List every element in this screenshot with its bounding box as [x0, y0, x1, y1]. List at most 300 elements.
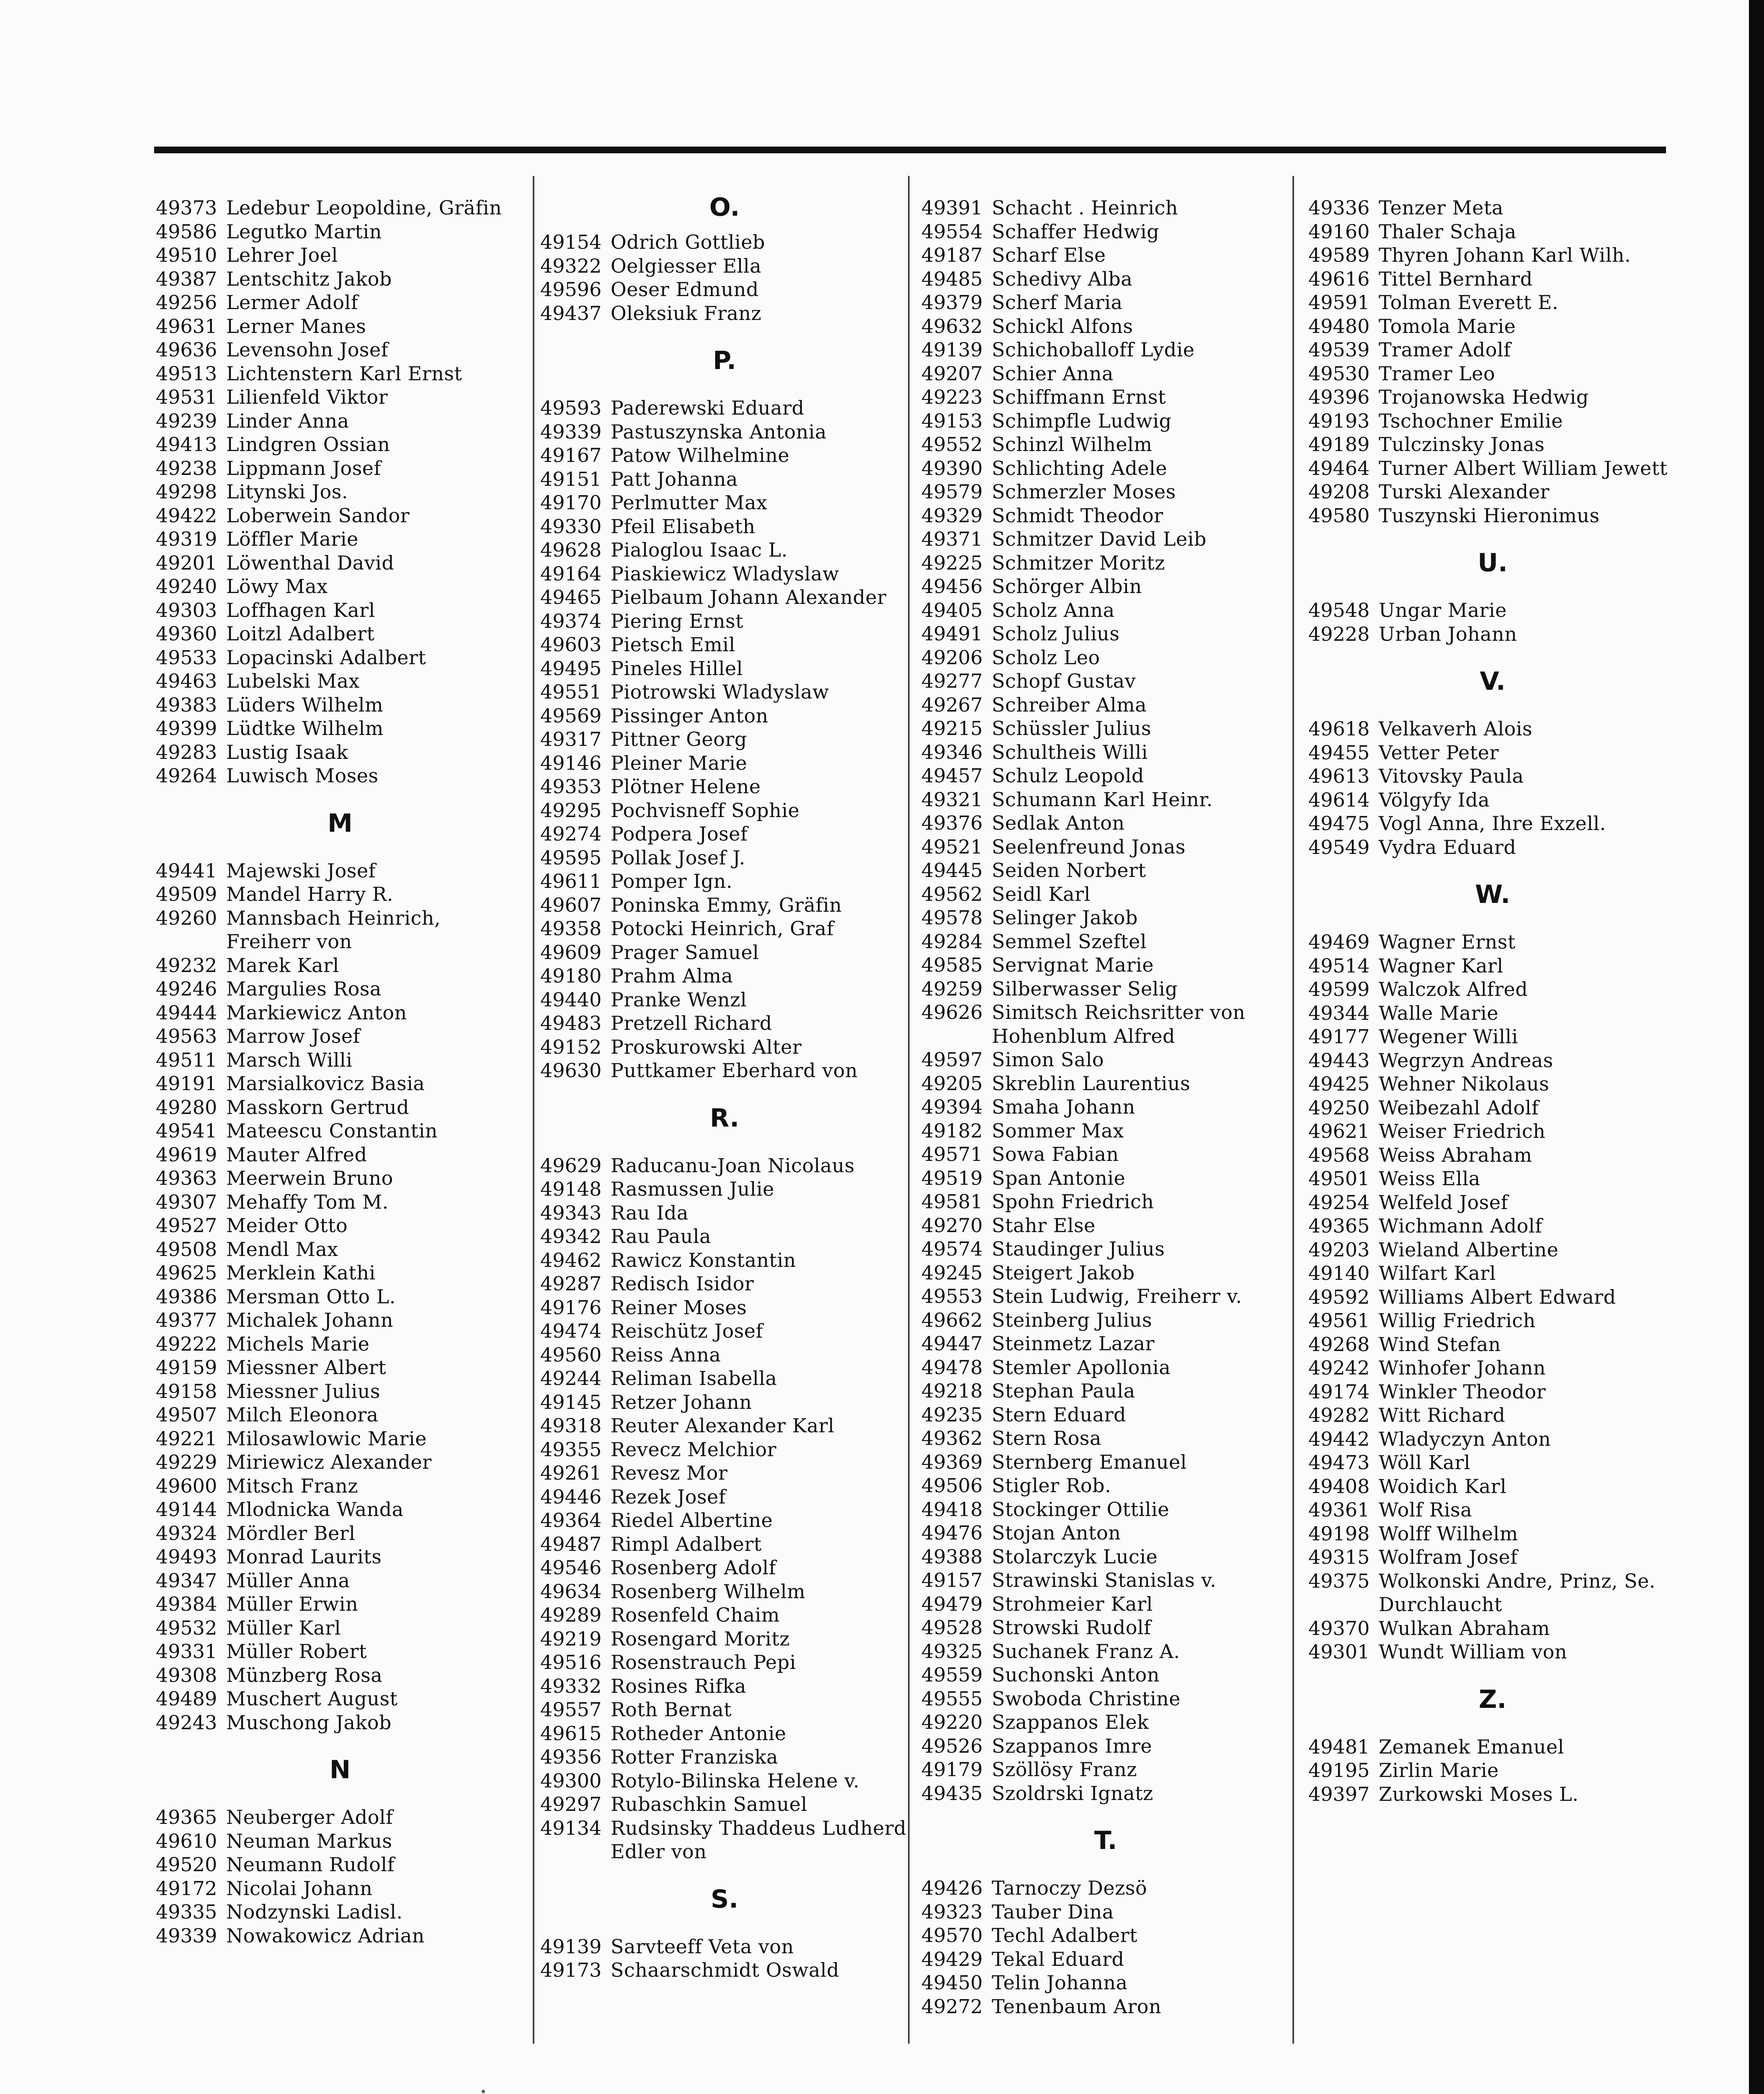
list-item [156, 1663, 524, 1687]
list-item [921, 1426, 1290, 1450]
registration-number: 49259 [921, 977, 983, 1000]
list-item [156, 1877, 524, 1901]
guest-name: Lubelski Max [226, 670, 360, 692]
registration-number: 49376 [921, 812, 983, 834]
registration-number: 49179 [921, 1758, 983, 1781]
list-item [156, 1829, 524, 1853]
list-item [1308, 836, 1677, 859]
guest-name: Pineles Hillel [611, 657, 743, 680]
list-item [156, 1640, 524, 1663]
guest-name: Rau Paula [611, 1225, 711, 1248]
registration-number: 49246 [156, 977, 217, 1000]
header-rule [154, 147, 1666, 153]
list-item [156, 1190, 524, 1214]
registration-number: 49329 [921, 504, 983, 527]
guest-name: Schaffer Hedwig [992, 220, 1160, 243]
registration-number: 49238 [156, 456, 217, 480]
registration-number: 49630 [540, 1059, 602, 1082]
registration-number: 49240 [156, 575, 217, 598]
guest-name: Lichtenstern Karl Ernst [226, 362, 462, 385]
guest-name: Ungar Marie [1379, 599, 1507, 621]
guest-name: Skreblin Laurentius [992, 1072, 1191, 1095]
registration-number: 49157 [921, 1569, 983, 1591]
registration-number: 49317 [540, 728, 602, 750]
list-item [156, 1592, 524, 1616]
registration-number: 49289 [540, 1604, 602, 1626]
guest-name: Telin Johanna [992, 1971, 1128, 1994]
list-item [921, 930, 1290, 954]
guest-name: Walczok Alfred [1379, 978, 1528, 1001]
guest-name: Tarnoczy Dezsö [992, 1877, 1148, 1899]
list-item [156, 764, 524, 788]
guest-name: Miessner Albert [226, 1356, 387, 1379]
list-item [921, 717, 1290, 740]
guest-name: Stigler Rob. [992, 1474, 1112, 1497]
registration-number: 49469 [1308, 931, 1370, 953]
list-item [921, 291, 1290, 315]
list-item [921, 1971, 1290, 1995]
guest-name: Miessner Julius [226, 1380, 380, 1403]
registration-number: 49268 [1308, 1333, 1370, 1356]
guest-name: Mannsbach Heinrich, Freiherr von [226, 906, 441, 953]
registration-number: 49619 [156, 1143, 217, 1166]
registration-number: 49446 [540, 1485, 602, 1508]
registration-number: 49435 [921, 1782, 983, 1805]
registration-number: 49510 [156, 244, 217, 266]
guest-name: Markiewicz Anton [226, 1001, 407, 1024]
list-item [540, 1035, 909, 1059]
list-item [921, 1403, 1290, 1427]
list-item [1308, 291, 1677, 315]
registration-number: 49346 [921, 740, 983, 763]
list-item [540, 846, 909, 870]
guest-name: Tekal Eduard [992, 1947, 1124, 1970]
registration-number: 49391 [921, 196, 983, 219]
guest-name: Schier Anna [992, 362, 1114, 385]
registration-number: 49319 [156, 528, 217, 550]
list-item [1308, 1640, 1677, 1664]
list-item [1308, 243, 1677, 267]
list-item [1308, 1143, 1677, 1167]
section-letter-heading: Z. [1478, 1684, 1507, 1714]
list-item [540, 822, 909, 846]
registration-number: 49167 [540, 444, 602, 467]
guest-name: Schmitzer David Leib [992, 528, 1207, 550]
list-item [1308, 788, 1677, 812]
registration-number: 49422 [156, 504, 217, 527]
guest-name: Pastuszynska Antonia [611, 420, 827, 443]
registration-number: 49339 [540, 420, 602, 443]
registration-number: 49591 [1308, 291, 1370, 314]
registration-number: 49365 [1308, 1215, 1370, 1237]
registration-number: 49599 [1308, 978, 1370, 1001]
list-item [540, 941, 909, 964]
guest-name: Sternberg Emanuel [992, 1450, 1187, 1473]
list-item [1308, 1403, 1677, 1427]
guest-name: Michalek Johann [226, 1309, 393, 1331]
registration-number: 49270 [921, 1214, 983, 1237]
registration-number: 49513 [156, 362, 217, 385]
registration-number: 49493 [156, 1545, 217, 1568]
guest-name: Tauber Dina [992, 1900, 1114, 1923]
list-item [1308, 1782, 1677, 1806]
list-item [1308, 267, 1677, 291]
list-item [1308, 717, 1677, 741]
list-item [921, 859, 1290, 882]
guest-name: Seelenfreund Jonas [992, 835, 1186, 858]
registration-number: 49243 [156, 1711, 217, 1734]
guest-name: Monrad Laurits [226, 1545, 382, 1568]
registration-number: 49307 [156, 1190, 217, 1213]
guest-name: Walle Marie [1379, 1001, 1498, 1024]
list-item [156, 1308, 524, 1332]
list-item [921, 953, 1290, 977]
guest-name: Müller Erwin [226, 1593, 358, 1615]
registration-number: 49191 [156, 1072, 217, 1095]
registration-number: 49232 [156, 954, 217, 977]
guest-name: Miriewicz Alexander [226, 1451, 432, 1473]
registration-number: 49343 [540, 1201, 602, 1224]
registration-number: 49356 [540, 1746, 602, 1768]
list-item [540, 1556, 909, 1580]
guest-name: Sommer Max [992, 1119, 1124, 1142]
guest-name: Tuszynski Hieronimus [1379, 504, 1600, 527]
registration-number: 49473 [1308, 1451, 1370, 1474]
list-item [540, 1532, 909, 1556]
list-item [540, 1580, 909, 1604]
list-item [540, 538, 909, 562]
guest-name: Schimpfle Ludwig [992, 409, 1172, 432]
list-item [1308, 409, 1677, 433]
section-letter-heading: V. [1480, 667, 1506, 696]
guest-name: Mateescu Constantin [226, 1119, 438, 1142]
registration-number: 49511 [156, 1048, 217, 1071]
registration-number: 49485 [921, 267, 983, 290]
guest-name: Neuman Markus [226, 1829, 392, 1852]
list-item [1308, 315, 1677, 338]
registration-number: 49614 [1308, 788, 1370, 811]
list-item [156, 693, 524, 717]
guest-name: Reiner Moses [611, 1296, 747, 1319]
registration-number: 49621 [1308, 1120, 1370, 1142]
registration-number: 49365 [156, 1806, 217, 1828]
registration-number: 49159 [156, 1356, 217, 1379]
list-item [1308, 741, 1677, 765]
guest-name: Pialoglou Isaac L. [611, 539, 788, 561]
registration-number: 49364 [540, 1509, 602, 1532]
registration-number: 49198 [1308, 1522, 1370, 1545]
guest-name: Stephan Paula [992, 1380, 1135, 1402]
guest-name: Pochvisneff Sophie [611, 799, 800, 822]
guest-name: Wilfart Karl [1379, 1262, 1496, 1284]
list-item [1308, 1451, 1677, 1475]
registration-number: 49613 [1308, 765, 1370, 787]
registration-number: 49593 [540, 397, 602, 419]
registration-number: 49425 [1308, 1073, 1370, 1095]
registration-number: 49363 [156, 1167, 217, 1189]
column-3 [921, 196, 1290, 2018]
guest-name: Pittner Georg [611, 728, 747, 750]
registration-number: 49250 [1308, 1096, 1370, 1119]
registration-number: 49595 [540, 846, 602, 869]
guest-name: Muschert August [226, 1687, 398, 1710]
registration-number: 49636 [156, 338, 217, 361]
list-item [540, 1248, 909, 1272]
list-item [540, 1059, 909, 1083]
list-item [540, 1935, 909, 1959]
list-item [921, 1498, 1290, 1522]
registration-number: 49596 [540, 278, 602, 301]
guest-name: Tulczinsky Jonas [1379, 433, 1545, 456]
guest-name: Pielbaum Johann Alexander [611, 586, 887, 609]
list-item [540, 1698, 909, 1722]
registration-number: 49324 [156, 1522, 217, 1545]
registration-number: 49631 [156, 315, 217, 338]
guest-name: Wladyczyn Anton [1379, 1427, 1551, 1450]
guest-name: Simon Salo [992, 1048, 1104, 1071]
list-item [921, 1450, 1290, 1474]
guest-name: Scholz Anna [992, 598, 1115, 621]
guest-name: Wind Stefan [1379, 1333, 1501, 1356]
list-item [921, 1214, 1290, 1238]
guest-name: Rasmussen Julie [611, 1178, 774, 1200]
list-item [156, 1024, 524, 1048]
guest-name: Raducanu-Joan Nicolaus [611, 1154, 855, 1177]
guest-name: Michels Marie [226, 1332, 370, 1355]
registration-number: 49569 [540, 704, 602, 727]
guest-name: Schopf Gustav [992, 670, 1136, 692]
list-item [540, 1296, 909, 1320]
guest-name: Rotheder Antonie [611, 1722, 787, 1745]
list-item [1308, 1356, 1677, 1380]
registration-number: 49360 [156, 622, 217, 645]
list-item [540, 727, 909, 751]
list-item [156, 1285, 524, 1309]
guest-name: Nowakowicz Adrian [226, 1924, 425, 1947]
registration-number: 49321 [921, 788, 983, 811]
registration-number: 49218 [921, 1380, 983, 1402]
list-item [156, 1450, 524, 1474]
registration-number: 49528 [921, 1616, 983, 1639]
section-letter-heading: S. [710, 1884, 738, 1914]
section-letter-heading: O. [709, 193, 740, 222]
guest-name: Schiffmann Ernst [992, 386, 1166, 408]
list-item [921, 1734, 1290, 1758]
list-item [156, 551, 524, 575]
registration-number: 49616 [1308, 267, 1370, 290]
guest-name: Tolman Everett E. [1379, 291, 1559, 314]
guest-name: Zurkowski Moses L. [1379, 1782, 1579, 1805]
registration-number: 49607 [540, 893, 602, 916]
list-item [921, 433, 1290, 456]
guest-name: Seiden Norbert [992, 859, 1146, 882]
section-letter-heading: W. [1475, 880, 1511, 909]
guest-name: Mauter Alfred [226, 1143, 367, 1166]
list-item [156, 1214, 524, 1238]
list-item [921, 906, 1290, 930]
registration-number: 49479 [921, 1592, 983, 1615]
guest-name: Prager Samuel [611, 941, 759, 964]
guest-name: Trojanowska Hedwig [1379, 386, 1589, 408]
guest-name: Wagner Ernst [1379, 931, 1516, 953]
registration-number: 49541 [156, 1119, 217, 1142]
registration-number: 49554 [921, 220, 983, 243]
column-divider [1292, 176, 1294, 2044]
registration-number: 49139 [921, 338, 983, 361]
registration-number: 49261 [540, 1462, 602, 1484]
registration-number: 49580 [1308, 504, 1370, 527]
guest-name: Weibezahl Adolf [1379, 1096, 1539, 1119]
list-item [921, 788, 1290, 812]
guest-name: Lehrer Joel [226, 244, 338, 266]
guest-name: Reischütz Josef [611, 1320, 763, 1342]
registration-number: 49377 [156, 1309, 217, 1331]
list-item [921, 267, 1290, 291]
guest-name: Winhofer Johann [1379, 1356, 1546, 1379]
list-item [156, 977, 524, 1001]
guest-name: Wundt William von [1379, 1640, 1568, 1663]
list-item [921, 1782, 1290, 1805]
list-item [1308, 1167, 1677, 1191]
registration-number: 49457 [921, 764, 983, 787]
registration-number: 49379 [921, 291, 983, 314]
registration-number: 49148 [540, 1178, 602, 1200]
list-item [921, 693, 1290, 717]
registration-number: 49358 [540, 917, 602, 940]
guest-name: Rotylo-Bilinska Helene v. [611, 1769, 860, 1792]
registration-number: 49483 [540, 1012, 602, 1034]
guest-name: Winkler Theodor [1379, 1380, 1546, 1403]
guest-name: Rosenfeld Chaim [611, 1604, 780, 1626]
list-item [921, 1710, 1290, 1734]
guest-name: Schinzl Wilhelm [992, 433, 1153, 456]
guest-name: Luwisch Moses [226, 764, 379, 787]
registration-number: 49215 [921, 717, 983, 740]
list-item [1308, 1096, 1677, 1120]
registration-number: 49586 [156, 220, 217, 243]
list-item [156, 1569, 524, 1593]
guest-name: Sarvteeff Veta von [611, 1935, 794, 1958]
registration-number: 49491 [921, 622, 983, 645]
registration-number: 49151 [540, 467, 602, 490]
list-item [156, 456, 524, 480]
guest-name: Pleiner Marie [611, 751, 748, 774]
guest-name: Pissinger Anton [611, 704, 769, 727]
registration-number: 49578 [921, 906, 983, 929]
list-item [540, 1225, 909, 1248]
guest-name: Retzer Johann [611, 1390, 752, 1413]
registration-number: 49221 [156, 1427, 217, 1450]
guest-name: Szoldrski Ignatz [992, 1782, 1153, 1805]
column-2 [540, 176, 909, 1982]
list-item [1308, 1285, 1677, 1309]
registration-number: 49559 [921, 1663, 983, 1686]
registration-number: 49180 [540, 964, 602, 987]
registration-number: 49555 [921, 1687, 983, 1710]
guest-name: Suchonski Anton [992, 1663, 1160, 1686]
list-item [1308, 1049, 1677, 1073]
list-item [540, 869, 909, 893]
registration-number: 49375 [1308, 1569, 1370, 1592]
list-item [540, 657, 909, 681]
column-divider [533, 176, 534, 2044]
guest-name: Margulies Rosa [226, 977, 382, 1000]
section-letter-heading: P. [713, 346, 736, 375]
registration-number: 49176 [540, 1296, 602, 1319]
list-item [156, 740, 524, 764]
list-item [1308, 977, 1677, 1001]
guest-name: Marrow Josef [226, 1025, 361, 1047]
guest-name: Revecz Melchior [611, 1438, 777, 1461]
guest-name: Lüdtke Wilhelm [226, 717, 384, 740]
guest-name: Rosenstrauch Pepi [611, 1651, 796, 1674]
guest-name: Loitzl Adalbert [226, 622, 375, 645]
registration-number: 49225 [921, 551, 983, 574]
list-item [156, 954, 524, 977]
registration-number: 49256 [156, 291, 217, 314]
registration-number: 49260 [156, 906, 217, 929]
guest-name: Völgyfy Ida [1379, 788, 1490, 811]
list-item [921, 1095, 1290, 1119]
list-item [921, 1876, 1290, 1900]
registration-number: 49549 [1308, 836, 1370, 859]
guest-name: Plötner Helene [611, 775, 761, 798]
list-item [921, 1568, 1290, 1592]
list-item [1308, 1380, 1677, 1404]
registration-number: 49195 [1308, 1759, 1370, 1782]
registration-number: 49295 [540, 799, 602, 822]
guest-name: Urban Johann [1379, 622, 1517, 645]
registration-number: 49371 [921, 528, 983, 550]
registration-number: 49600 [156, 1474, 217, 1497]
list-item [540, 1627, 909, 1651]
guest-name: Schmerzler Moses [992, 480, 1176, 503]
list-item [540, 609, 909, 633]
guest-name: Seidl Karl [992, 882, 1091, 905]
list-item [1308, 1617, 1677, 1640]
registration-number: 49442 [1308, 1427, 1370, 1450]
registration-number: 49426 [921, 1877, 983, 1899]
registration-number: 49615 [540, 1722, 602, 1745]
list-item [540, 230, 909, 254]
registration-number: 49173 [540, 1959, 602, 1981]
list-item [156, 1805, 524, 1829]
guest-name: Lindgren Ossian [226, 433, 390, 456]
list-item [921, 480, 1290, 504]
registration-number: 49551 [540, 681, 602, 703]
registration-number: 49284 [921, 930, 983, 953]
list-item [540, 420, 909, 444]
list-item [540, 1390, 909, 1414]
guest-name: Riedel Albertine [611, 1509, 773, 1532]
list-item [921, 622, 1290, 646]
list-item [1308, 1333, 1677, 1356]
guest-name: Paderewski Eduard [611, 397, 805, 419]
registration-number: 49557 [540, 1698, 602, 1721]
list-item [156, 575, 524, 598]
guest-name: Rudsinsky Thaddeus Ludherd Edler von [611, 1816, 907, 1863]
registration-number: 49509 [156, 883, 217, 905]
registration-number: 49264 [156, 764, 217, 787]
registration-number: 49629 [540, 1154, 602, 1177]
guest-name: Merklein Kathi [226, 1261, 376, 1284]
list-item [156, 480, 524, 504]
registration-number: 49207 [921, 362, 983, 385]
list-item [540, 254, 909, 278]
list-item [921, 1995, 1290, 2019]
list-item [921, 669, 1290, 693]
registration-number: 49478 [921, 1356, 983, 1379]
